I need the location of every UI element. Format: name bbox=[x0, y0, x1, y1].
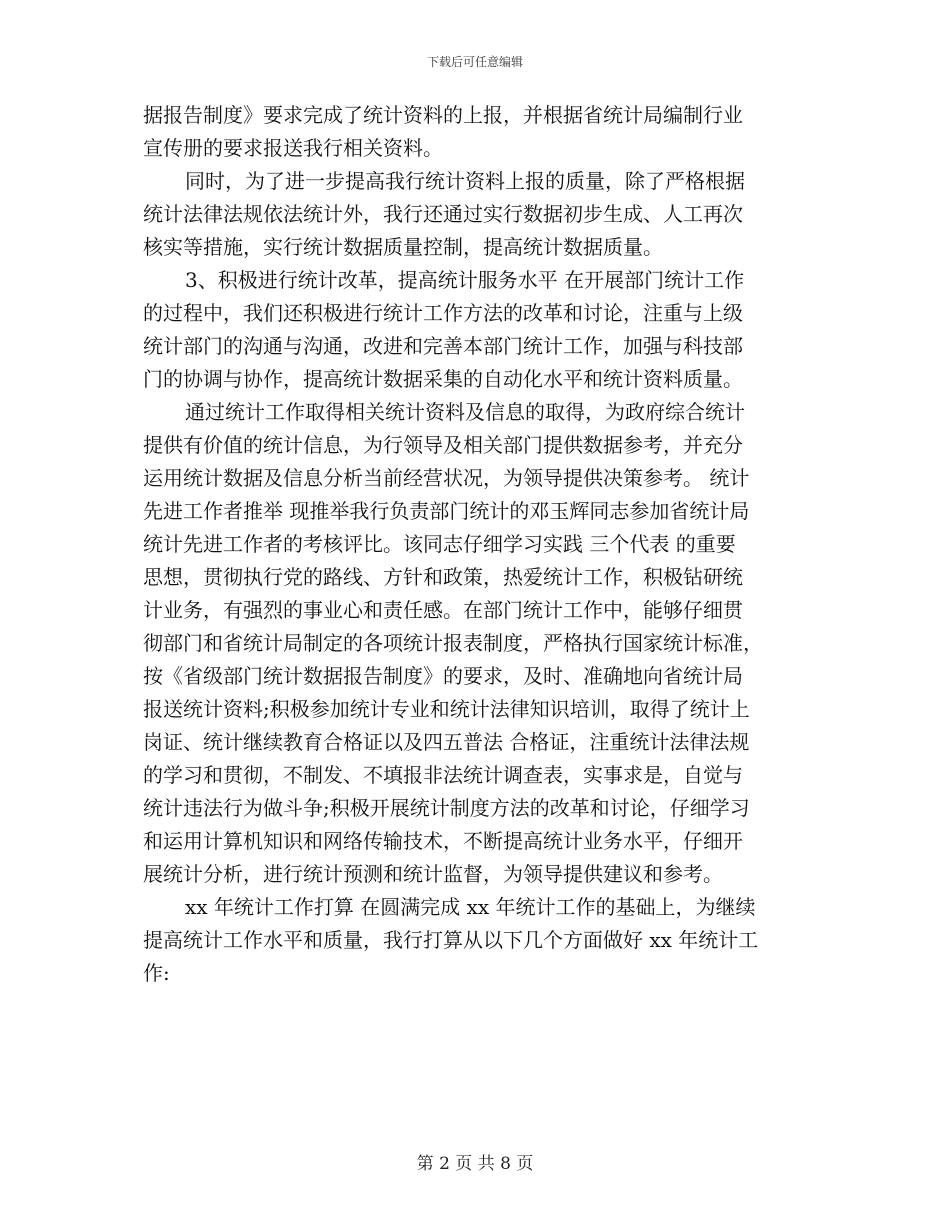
text-line: 运用统计数据及信息分析当前经营状况，为领导提供决策参考。 统计 bbox=[143, 466, 750, 490]
text-line: 报送统计资料;积极参加统计专业和统计法律知识培训，取得了统计上 bbox=[143, 697, 750, 721]
text-line: 的学习和贯彻，不制发、不填报非法统计调查表，实事求是，自觉与 bbox=[143, 763, 743, 787]
text-line: 作: bbox=[143, 961, 170, 985]
text-line: 提高统计工作水平和质量，我行打算从以下几个方面做好 xx 年统计工 bbox=[143, 928, 759, 952]
paragraph-start-line: 通过统计工作取得相关统计资料及信息的取得，为政府综合统计 bbox=[185, 400, 745, 424]
text-line: 门的协调与协作，提高统计数据采集的自动化水平和统计资料质量。 bbox=[143, 367, 743, 391]
paragraph-start-line: xx 年统计工作打算 在圆满完成 xx 年统计工作的基础上，为继续 bbox=[185, 895, 756, 919]
text-line: 宣传册的要求报送我行相关资料。 bbox=[143, 136, 443, 160]
text-line: 的过程中，我们还积极进行统计工作方法的改革和讨论，注重与上级 bbox=[143, 301, 743, 325]
text-line: 核实等措施，实行统计数据质量控制，提高统计数据质量。 bbox=[143, 235, 663, 259]
text-line: 思想，贯彻执行党的路线、方针和政策，热爱统计工作，积极钻研统 bbox=[143, 565, 743, 589]
text-line: 计业务，有强烈的事业心和责任感。在部门统计工作中，能够仔细贯 bbox=[143, 598, 743, 622]
text-line: 提供有价值的统计信息，为行领导及相关部门提供数据参考，并充分 bbox=[143, 433, 743, 457]
text-line: 按《省级部门统计数据报告制度》的要求，及时、准确地向省统计局 bbox=[143, 664, 743, 688]
text-line: 岗证、统计继续教育合格证以及四五普法 合格证，注重统计法律法规 bbox=[143, 730, 750, 754]
text-line: 统计法律法规依法统计外，我行还通过实行数据初步生成、人工再次 bbox=[143, 202, 743, 226]
text-line: 据报告制度》要求完成了统计资料的上报，并根据省统计局编制行业 bbox=[143, 103, 743, 127]
document-body bbox=[143, 99, 807, 990]
text-line: 统计先进工作者的考核评比。该同志仔细学习实践 三个代表 的重要 bbox=[143, 532, 736, 556]
paragraph-start-line: 3、积极进行统计改革，提高统计服务水平 在开展部门统计工作 bbox=[185, 268, 745, 292]
text-line: 展统计分析，进行统计预测和统计监督，为领导提供建议和参考。 bbox=[143, 862, 723, 886]
text-line: 统计违法行为做斗争;积极开展统计制度方法的改革和讨论，仔细学习 bbox=[143, 796, 750, 820]
paragraph-start-line: 同时，为了进一步提高我行统计资料上报的质量，除了严格根据 bbox=[185, 169, 745, 193]
text-line: 彻部门和省统计局制定的各项统计报表制度，严格执行国家统计标准， bbox=[143, 631, 763, 655]
text-line: 先进工作者推举 现推举我行负责部门统计的邓玉辉同志参加省统计局 bbox=[143, 499, 750, 523]
page-number-footer: 第 2 页 共 8 页 bbox=[416, 1154, 534, 1174]
text-line: 统计部门的沟通与沟通，改进和完善本部门统计工作，加强与科技部 bbox=[143, 334, 743, 358]
page-header: 下载后可任意编辑 bbox=[426, 55, 523, 69]
text-line: 和运用计算机知识和网络传输技术，不断提高统计业务水平，仔细开 bbox=[143, 829, 743, 853]
